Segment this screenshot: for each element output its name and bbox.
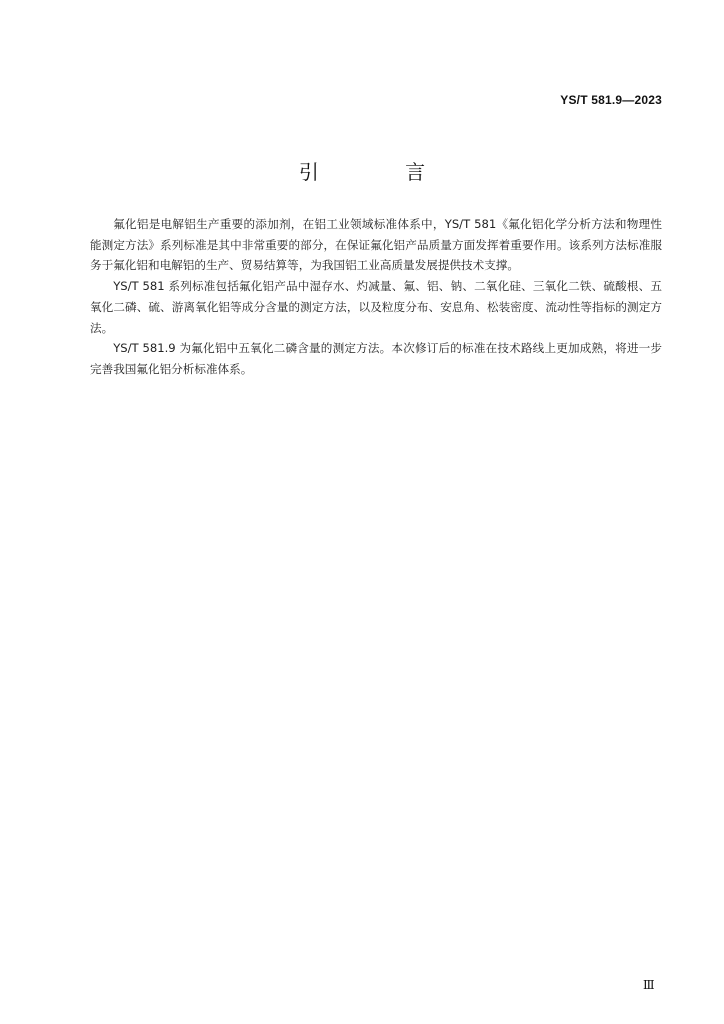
- paragraph-3: YS/T 581.9 为氟化铝中五氧化二磷含量的测定方法。本次修订后的标准在技术路线上更加成熟，将进一步完善我国氟化铝分析标准体系。: [90, 341, 662, 376]
- paragraph-1: 氟化铝是电解铝生产重要的添加剂，在铝工业领域标准体系中，YS/T 581《氟化铝化学分析方法和物理性能测定方法》系列标准是其中非常重要的部分，在保证氟化铝产品质量方面发挥着重要作用。该系列方法标准服务于氟化铝和电解铝的生产、贸易结算等，为我国铝工业高质量发展提供技术支撑。: [90, 217, 662, 273]
- paragraph-2: YS/T 581 系列标准包括氟化铝产品中湿存水、灼减量、氟、铝、钠、二氧化硅、三氧化二铁、硫酸根、五氧化二磷、硫、游离氧化铝等成分含量的测定方法，以及粒度分布、安息角、松装密度、流动性等指标的测定方法。: [90, 279, 662, 335]
- document-code: YS/T 581.9—2023: [560, 93, 662, 107]
- introduction-body: [90, 214, 662, 380]
- page-title: 引 言: [298, 160, 466, 184]
- page-number: Ⅲ: [643, 978, 655, 992]
